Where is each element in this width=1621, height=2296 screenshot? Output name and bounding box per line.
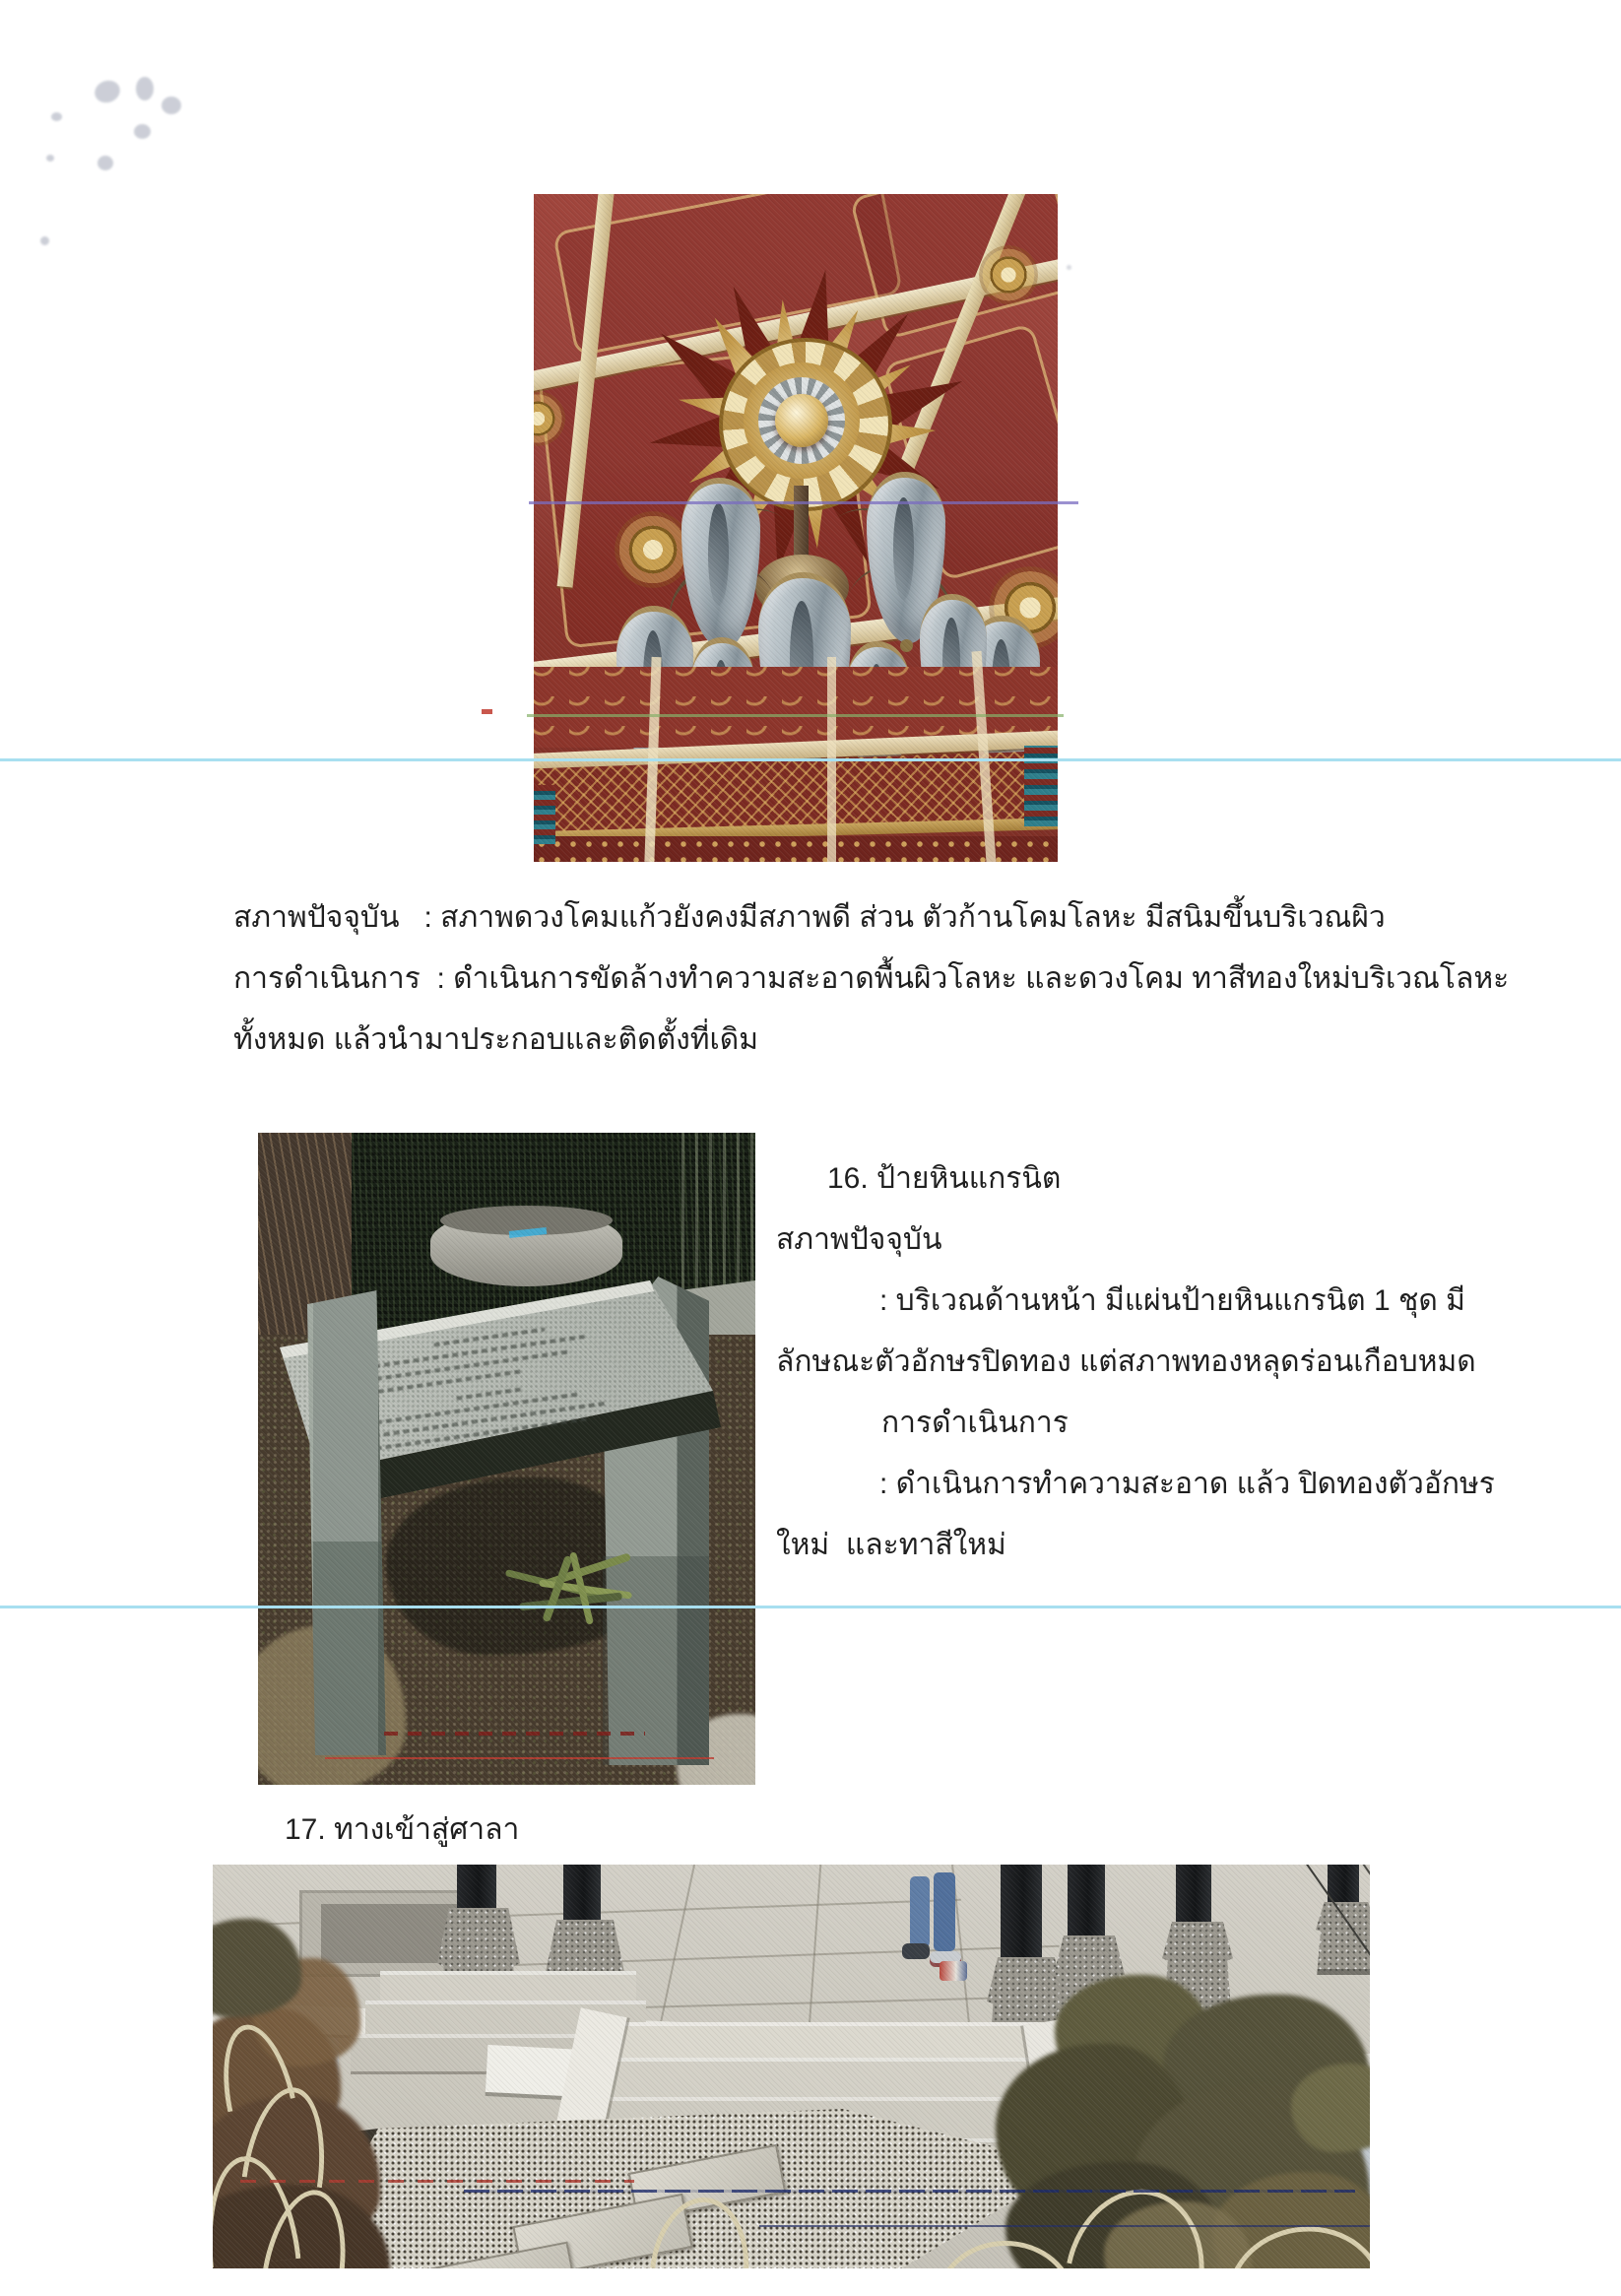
granite-detail3: : ดำเนินการทำความสะอาด แล้ว ปิดทองตัวอักษร bbox=[879, 1468, 1495, 1500]
ceiling-band-dots bbox=[534, 836, 1058, 862]
pencil-mark bbox=[134, 124, 151, 139]
granite-subheading-current: สภาพปัจจุบัน bbox=[776, 1223, 942, 1256]
photo-ceiling-chandelier bbox=[534, 194, 1058, 862]
pencil-mark bbox=[51, 112, 62, 121]
shoe bbox=[902, 1943, 930, 1959]
grass-plant bbox=[485, 1546, 652, 1655]
lamp-text-block bbox=[233, 887, 1514, 1071]
lamp-action-line: การดำเนินการ : ดำเนินการขัดล้างทำความสะอาดพื้นผิวโลหะ และดวงโคม ทาสีทองใหม่บริเวณโลหะ bbox=[233, 962, 1510, 995]
black-column bbox=[1068, 1865, 1105, 1939]
scanner-mark-red bbox=[482, 709, 492, 714]
granite-sign-text-block bbox=[776, 1148, 1505, 1576]
ceiling-teal-accent bbox=[534, 785, 555, 844]
lamp-status-line: สภาพปัจจุบัน : สภาพดวงโคมแก้วยังคงมีสภาพดี ส่วน ตัวก้านโคมโลหะ มีสนิมขึ้นบริเวณผิว bbox=[233, 901, 1386, 934]
paving-joint bbox=[656, 1865, 696, 2040]
speck bbox=[1067, 265, 1071, 270]
photo-granite-sign bbox=[258, 1133, 755, 1785]
black-column bbox=[457, 1865, 496, 1912]
pencil-mark bbox=[97, 156, 113, 170]
pencil-mark bbox=[46, 155, 54, 162]
granite-subheading-action: การดำเนินการ bbox=[881, 1407, 1069, 1439]
scanner-line-cyan bbox=[0, 1606, 1621, 1608]
lamp-action-line2: ทั้งหมด แล้วนำมาประกอบและติดตั้งที่เดิม bbox=[233, 1023, 759, 1056]
bag bbox=[940, 1961, 967, 1981]
planter-rim bbox=[440, 1206, 613, 1235]
black-column bbox=[563, 1865, 601, 1924]
pencil-mark bbox=[136, 77, 154, 100]
entrance-heading: 17. ทางเข้าสู่ศาลา bbox=[285, 1813, 520, 1846]
pencil-mark bbox=[40, 236, 49, 245]
ceiling-rosette bbox=[615, 511, 691, 588]
granite-detail4: ใหม่ และทาสีใหม่ bbox=[776, 1529, 1006, 1561]
granite-detail2: ลักษณะตัวอักษรปิดทอง แต่สภาพทองหลุดร่อนเกือบหมด bbox=[776, 1345, 1476, 1378]
granite-left-leg bbox=[307, 1290, 386, 1755]
black-column bbox=[1001, 1865, 1042, 1961]
granite-heading: 16. ป้ายหินแกรนิต bbox=[827, 1162, 1062, 1195]
photo-entrance-walkway bbox=[213, 1865, 1370, 2268]
jeans-leg bbox=[910, 1876, 930, 1947]
granite-detail1: : บริเวณด้านหน้า มีแผ่นป้ายหินแกรนิต 1 ชุด มี bbox=[879, 1284, 1465, 1317]
medallion-boss bbox=[775, 394, 828, 447]
black-column bbox=[1176, 1865, 1211, 1926]
pencil-mark bbox=[92, 77, 123, 106]
ceiling-band-upright bbox=[827, 657, 836, 862]
jeans-leg bbox=[934, 1872, 955, 1951]
pencil-mark bbox=[162, 97, 181, 114]
person-legs bbox=[902, 1865, 1001, 1983]
ceiling-teal-accent bbox=[1024, 746, 1058, 826]
ceiling-rosette bbox=[979, 245, 1038, 304]
